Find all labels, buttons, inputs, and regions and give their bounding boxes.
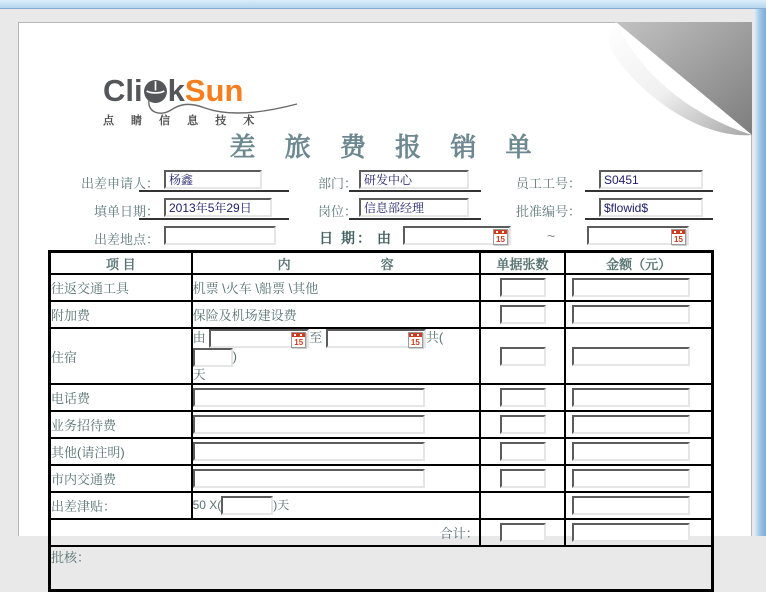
city-transport-content-input[interactable] bbox=[193, 469, 425, 488]
trip-date-to-field bbox=[587, 226, 689, 245]
approval-no-label: 批准编号： bbox=[515, 204, 581, 219]
fill-date-field-underline bbox=[139, 195, 289, 220]
dept-field-underline bbox=[349, 167, 481, 192]
location-label: 出差地点： bbox=[93, 232, 159, 247]
logo-subtitle: 点 睛 信 息 技 术 bbox=[103, 115, 262, 127]
trip-date-from-field bbox=[403, 226, 511, 245]
phone-content-input[interactable] bbox=[193, 388, 425, 407]
logo-text-sun: Sun bbox=[184, 73, 244, 108]
lodging-days-input[interactable] bbox=[193, 348, 233, 367]
calendar-icon[interactable]: 15 bbox=[408, 332, 423, 348]
allowance-days-input[interactable] bbox=[221, 496, 273, 515]
approve-label: 批核： bbox=[50, 546, 713, 590]
transport-options: 机票 \火车 \船票 \其他 bbox=[192, 274, 480, 301]
applicant-field-underline bbox=[139, 167, 289, 192]
row-total bbox=[50, 519, 713, 546]
col-header-count: 单据张数 bbox=[480, 252, 566, 275]
trip-date-from-label: 由 bbox=[377, 230, 393, 246]
calendar-icon[interactable]: 15 bbox=[493, 229, 508, 245]
surcharge-amount-input[interactable] bbox=[572, 305, 690, 324]
allowance-label: 出差津贴： bbox=[50, 492, 192, 519]
phone-amount-input[interactable] bbox=[572, 388, 690, 407]
row-transport bbox=[50, 274, 713, 301]
row-surcharge bbox=[50, 301, 713, 328]
city-transport-amount-input[interactable] bbox=[572, 469, 690, 488]
total-label: 合计： bbox=[50, 519, 480, 546]
lodging-from-field bbox=[209, 329, 309, 348]
row-entertain bbox=[50, 411, 713, 438]
row-lodging bbox=[50, 328, 713, 384]
date-range-tilde: ~ bbox=[547, 228, 556, 244]
allowance-amount-input[interactable] bbox=[572, 496, 690, 515]
other-amount-input[interactable] bbox=[572, 442, 690, 461]
other-content-input[interactable] bbox=[193, 442, 425, 461]
dept-label: 部门： bbox=[317, 176, 357, 191]
form-page bbox=[18, 22, 752, 565]
lodging-amount-input[interactable] bbox=[572, 347, 690, 366]
entertain-label: 业务招待费 bbox=[50, 411, 192, 438]
logo bbox=[103, 73, 323, 128]
allowance-formula: 50 X( )天 bbox=[192, 492, 480, 519]
entertain-amount-input[interactable] bbox=[572, 415, 690, 434]
row-allowance bbox=[50, 492, 713, 519]
transport-amount-input[interactable] bbox=[572, 278, 690, 297]
applicant-input[interactable] bbox=[164, 170, 262, 189]
row-other bbox=[50, 438, 713, 465]
location-field bbox=[139, 223, 289, 248]
window-top-edge bbox=[0, 0, 766, 9]
trip-date-label: 日 期： bbox=[319, 230, 373, 246]
lodging-to-field bbox=[326, 329, 426, 348]
mouse-cable-decoration bbox=[147, 99, 317, 121]
phone-count-input[interactable] bbox=[500, 388, 546, 407]
location-input[interactable] bbox=[164, 226, 276, 245]
phone-label: 电话费 bbox=[50, 384, 192, 411]
position-label: 岗位： bbox=[317, 204, 357, 219]
entertain-content-input[interactable] bbox=[193, 415, 425, 434]
approval-no-field-underline bbox=[585, 195, 713, 220]
col-header-amount: 金额（元） bbox=[565, 252, 712, 275]
surcharge-count-input[interactable] bbox=[500, 305, 546, 324]
transport-label: 往返交通工具 bbox=[50, 274, 192, 301]
col-header-item: 项 目 bbox=[50, 252, 192, 275]
surcharge-label: 附加费 bbox=[50, 301, 192, 328]
calendar-icon[interactable]: 15 bbox=[671, 229, 686, 245]
expense-table bbox=[48, 250, 714, 592]
emp-id-label: 员工工号： bbox=[515, 176, 581, 191]
row-approve bbox=[50, 546, 713, 590]
fill-date-input[interactable] bbox=[164, 198, 272, 217]
approval-no-input[interactable] bbox=[599, 198, 703, 217]
page-title: 差 旅 费 报 销 单 bbox=[229, 132, 543, 162]
emp-id-field-underline bbox=[585, 167, 713, 192]
other-label: 其他(请注明) bbox=[50, 438, 192, 465]
entertain-count-input[interactable] bbox=[500, 415, 546, 434]
logo-text-cli: Cli bbox=[103, 73, 143, 108]
transport-count-input[interactable] bbox=[500, 278, 546, 297]
fill-date-label: 填单日期： bbox=[93, 204, 159, 219]
window-right-edge bbox=[754, 9, 766, 536]
surcharge-content: 保险及机场建设费 bbox=[192, 301, 480, 328]
position-field-underline bbox=[349, 195, 481, 220]
emp-id-input[interactable] bbox=[599, 170, 703, 189]
total-amount-input[interactable] bbox=[572, 523, 690, 542]
applicant-label: 出差申请人： bbox=[80, 176, 159, 191]
col-header-content: 内 容 bbox=[192, 252, 480, 275]
row-phone bbox=[50, 384, 713, 411]
lodging-count-input[interactable] bbox=[500, 347, 546, 366]
position-input[interactable] bbox=[359, 198, 469, 217]
lodging-label: 住宿 bbox=[50, 328, 192, 384]
row-city-transport bbox=[50, 465, 713, 492]
calendar-icon[interactable]: 15 bbox=[291, 332, 306, 348]
table-header-row bbox=[50, 252, 713, 275]
logo-text-k: k bbox=[167, 73, 185, 108]
total-count-input[interactable] bbox=[500, 523, 546, 542]
lodging-content: 由 15 至 15 共() 天 bbox=[192, 328, 480, 384]
dept-input[interactable] bbox=[359, 170, 469, 189]
other-count-input[interactable] bbox=[500, 442, 546, 461]
city-transport-count-input[interactable] bbox=[500, 469, 546, 488]
city-transport-label: 市内交通费 bbox=[50, 465, 192, 492]
